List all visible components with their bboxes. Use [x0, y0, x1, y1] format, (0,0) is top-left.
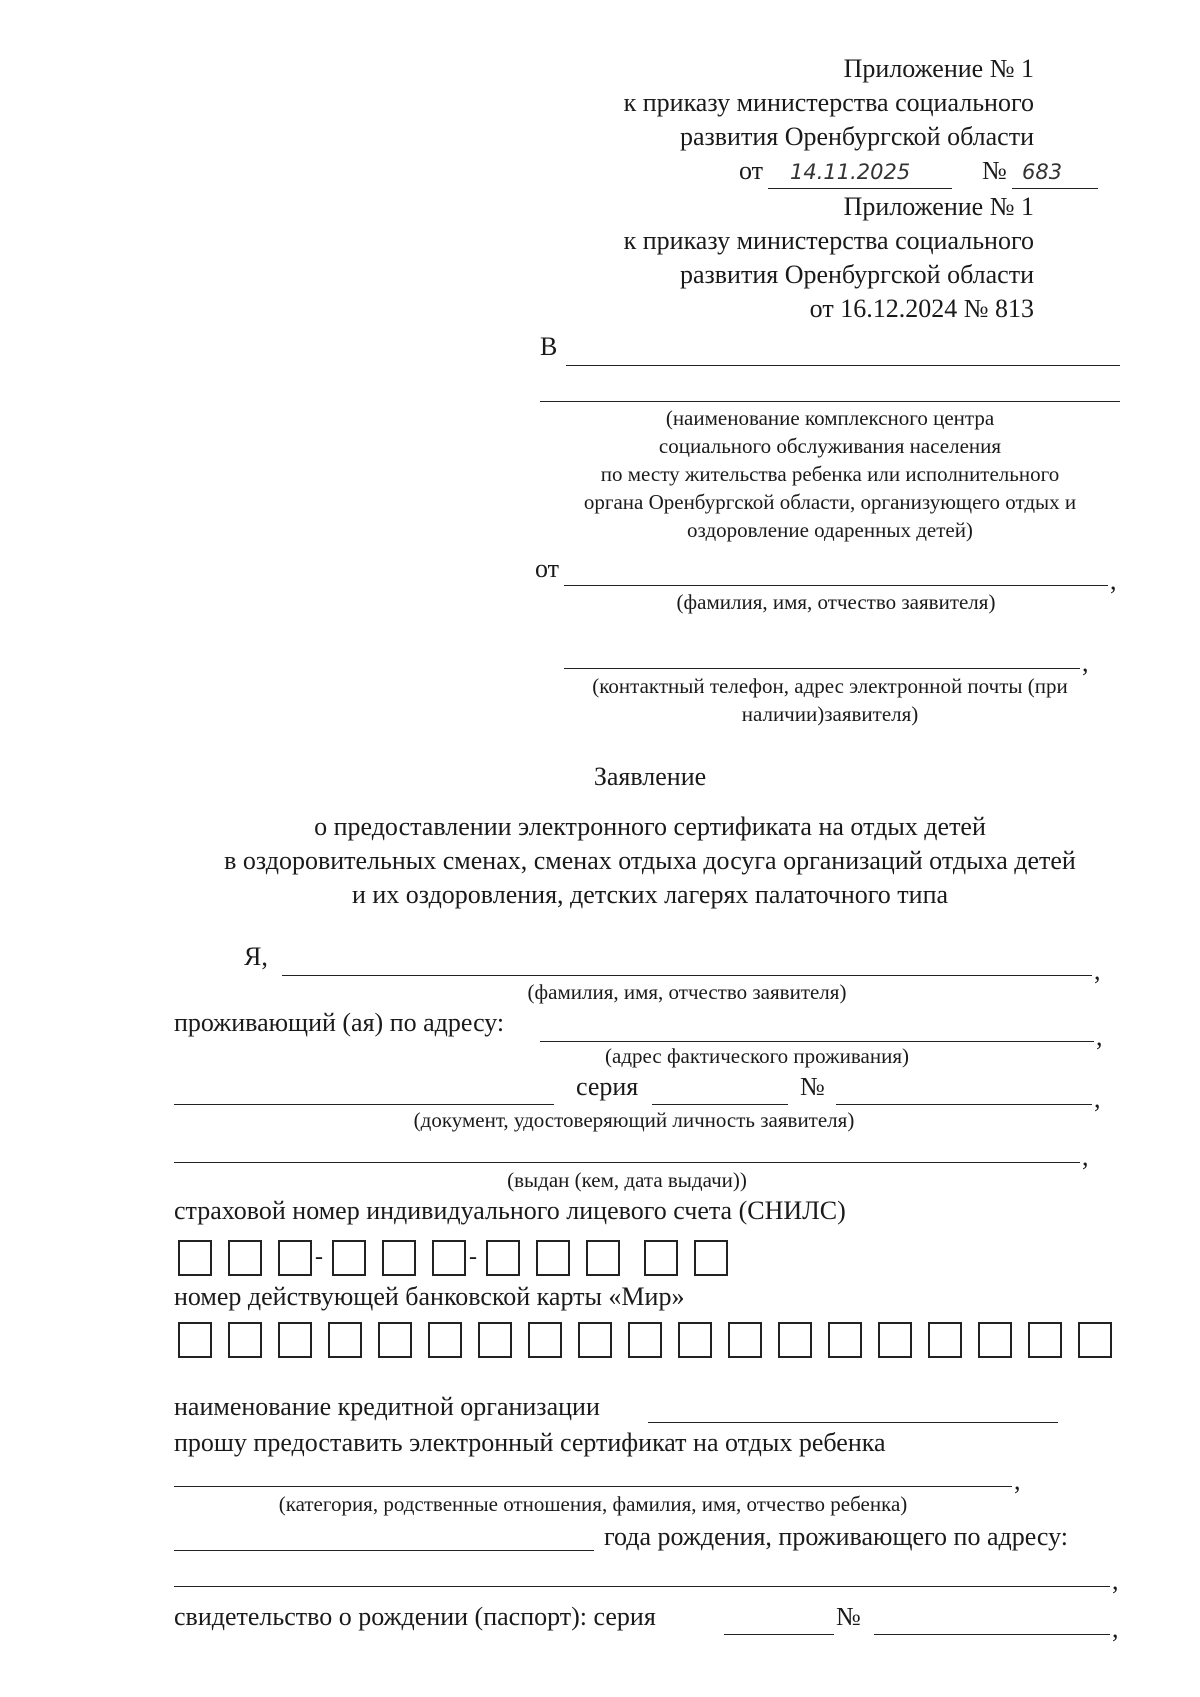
card-digit-box[interactable] [978, 1322, 1012, 1358]
card-digit-box[interactable] [778, 1322, 812, 1358]
snils-dash: - [469, 1244, 477, 1270]
annex-old-title: Приложение № 1 [843, 192, 1034, 221]
certificate-series-line[interactable] [724, 1634, 834, 1635]
i-label: Я, [244, 942, 268, 971]
annex-new-line2: развития Оренбургской области [679, 122, 1034, 151]
snils-digit-box[interactable] [332, 1240, 366, 1276]
child-info-caption: (категория, родственные отношения, фамилия, имя, отчество ребенка) [278, 1492, 908, 1516]
card-digit-box[interactable] [228, 1322, 262, 1358]
snils-digit-box[interactable] [536, 1240, 570, 1276]
document-number-line[interactable] [836, 1104, 1092, 1105]
statement-subtitle-line: о предоставлении электронного сертификата на отдых детей [314, 812, 986, 841]
card-digit-box[interactable] [378, 1322, 412, 1358]
applicant-fullname-caption: (фамилия, имя, отчество заявителя) [527, 980, 847, 1004]
card-digit-box[interactable] [1078, 1322, 1112, 1358]
series-line[interactable] [652, 1104, 788, 1105]
contact-comma: , [1082, 648, 1089, 677]
document-caption: (документ, удостоверяющий личность заявителя) [413, 1108, 855, 1132]
statement-subtitle-line: и их оздоровления, детских лагерях палаточного типа [351, 880, 949, 909]
from-label: от [535, 554, 560, 583]
residing-comma: , [1096, 1022, 1103, 1051]
organization-caption-line: социального обслуживания населения [658, 434, 1002, 458]
annex-new-date-handwritten: 14.11.2025 [790, 160, 911, 184]
child-info-line[interactable] [174, 1486, 1012, 1487]
organization-line-1[interactable] [566, 365, 1120, 366]
card-digit-box[interactable] [578, 1322, 612, 1358]
snils-digit-box[interactable] [586, 1240, 620, 1276]
card-digit-box[interactable] [678, 1322, 712, 1358]
statement-title: Заявление [593, 762, 707, 791]
contact-caption-line: наличии)заявителя) [741, 702, 919, 726]
certificate-comma: , [1112, 1614, 1119, 1643]
organization-caption-line: по месту жительства ребенка или исполнительного [600, 462, 1060, 486]
certificate-number-line[interactable] [874, 1634, 1110, 1635]
document-comma: , [1094, 1084, 1101, 1113]
annex-old-line1: к приказу министерства социального [623, 226, 1034, 255]
certificate-label: свидетельство о рождении (паспорт): серия [174, 1602, 656, 1631]
applicant-fullname-line[interactable] [282, 975, 1092, 976]
card-digit-box[interactable] [328, 1322, 362, 1358]
organization-caption-line: оздоровление одаренных детей) [687, 518, 973, 542]
contact-caption-line: (контактный телефон, адрес электронной почты (при [592, 674, 1068, 698]
annex-new-number-label: № [982, 156, 1007, 185]
birth-year-line[interactable] [174, 1550, 594, 1551]
annex-new-line1: к приказу министерства социального [623, 88, 1034, 117]
card-digit-box[interactable] [828, 1322, 862, 1358]
organization-caption-line: (наименование комплексного центра [665, 406, 995, 430]
annex-new-from-label: от [739, 156, 764, 185]
annex-old-line3: от 16.12.2024 № 813 [809, 294, 1034, 323]
snils-digit-box[interactable] [644, 1240, 678, 1276]
id-document-line[interactable] [174, 1104, 554, 1105]
card-digit-box[interactable] [878, 1322, 912, 1358]
snils-digit-box[interactable] [278, 1240, 312, 1276]
annex-new-number-line [1012, 188, 1098, 189]
issued-by-caption: (выдан (кем, дата выдачи)) [507, 1168, 747, 1192]
child-info-comma: , [1014, 1466, 1021, 1495]
birth-year-label: года рождения, проживающего по адресу: [604, 1522, 1068, 1551]
card-digit-box[interactable] [1028, 1322, 1062, 1358]
card-digit-box[interactable] [428, 1322, 462, 1358]
residing-label: проживающий (ая) по адресу: [174, 1008, 505, 1037]
series-label: серия [576, 1072, 639, 1101]
applicant-name-line[interactable] [564, 585, 1108, 586]
snils-dash: - [315, 1244, 323, 1270]
number-label: № [800, 1072, 825, 1101]
snils-digit-box[interactable] [382, 1240, 416, 1276]
annex-old-line2: развития Оренбургской области [679, 260, 1034, 289]
residing-address-line[interactable] [540, 1041, 1094, 1042]
contact-line[interactable] [564, 668, 1080, 669]
snils-digit-box[interactable] [228, 1240, 262, 1276]
card-digit-box[interactable] [278, 1322, 312, 1358]
card-digit-box[interactable] [178, 1322, 212, 1358]
applicant-fullname-comma: , [1094, 956, 1101, 985]
child-address-comma: , [1112, 1566, 1119, 1595]
card-digit-box[interactable] [728, 1322, 762, 1358]
annex-new-title: Приложение № 1 [843, 54, 1034, 83]
bank-name-line[interactable] [648, 1422, 1058, 1423]
snils-digit-box[interactable] [694, 1240, 728, 1276]
snils-digit-box[interactable] [432, 1240, 466, 1276]
annex-new-number-handwritten: 683 [1022, 160, 1063, 184]
child-address-line[interactable] [174, 1586, 1110, 1587]
annex-new-date-line [768, 188, 952, 189]
snils-digit-box[interactable] [486, 1240, 520, 1276]
applicant-name-comma: , [1110, 566, 1117, 595]
organization-caption-line: органа Оренбургской области, организующего отдых и [583, 490, 1077, 514]
statement-subtitle-line: в оздоровительных сменах, сменах отдыха досуга организаций отдыха детей [224, 846, 1076, 875]
card-digit-box[interactable] [478, 1322, 512, 1358]
card-label: номер действующей банковской карты «Мир» [174, 1282, 685, 1311]
snils-digit-box[interactable] [178, 1240, 212, 1276]
organization-line-2[interactable] [540, 401, 1120, 402]
issued-by-comma: , [1082, 1142, 1089, 1171]
card-digit-box[interactable] [628, 1322, 662, 1358]
certificate-number-label: № [836, 1602, 861, 1631]
bank-label: наименование кредитной организации [174, 1392, 600, 1421]
residing-caption: (адрес фактического проживания) [605, 1044, 909, 1068]
request-label: прошу предоставить электронный сертификат на отдых ребенка [174, 1428, 886, 1457]
applicant-name-caption: (фамилия, имя, отчество заявителя) [676, 590, 996, 614]
issued-by-line[interactable] [174, 1162, 1080, 1163]
card-digit-box[interactable] [528, 1322, 562, 1358]
to-label: В [540, 332, 558, 361]
card-digit-box[interactable] [928, 1322, 962, 1358]
snils-label: страховой номер индивидуального лицевого счета (СНИЛС) [174, 1196, 846, 1225]
